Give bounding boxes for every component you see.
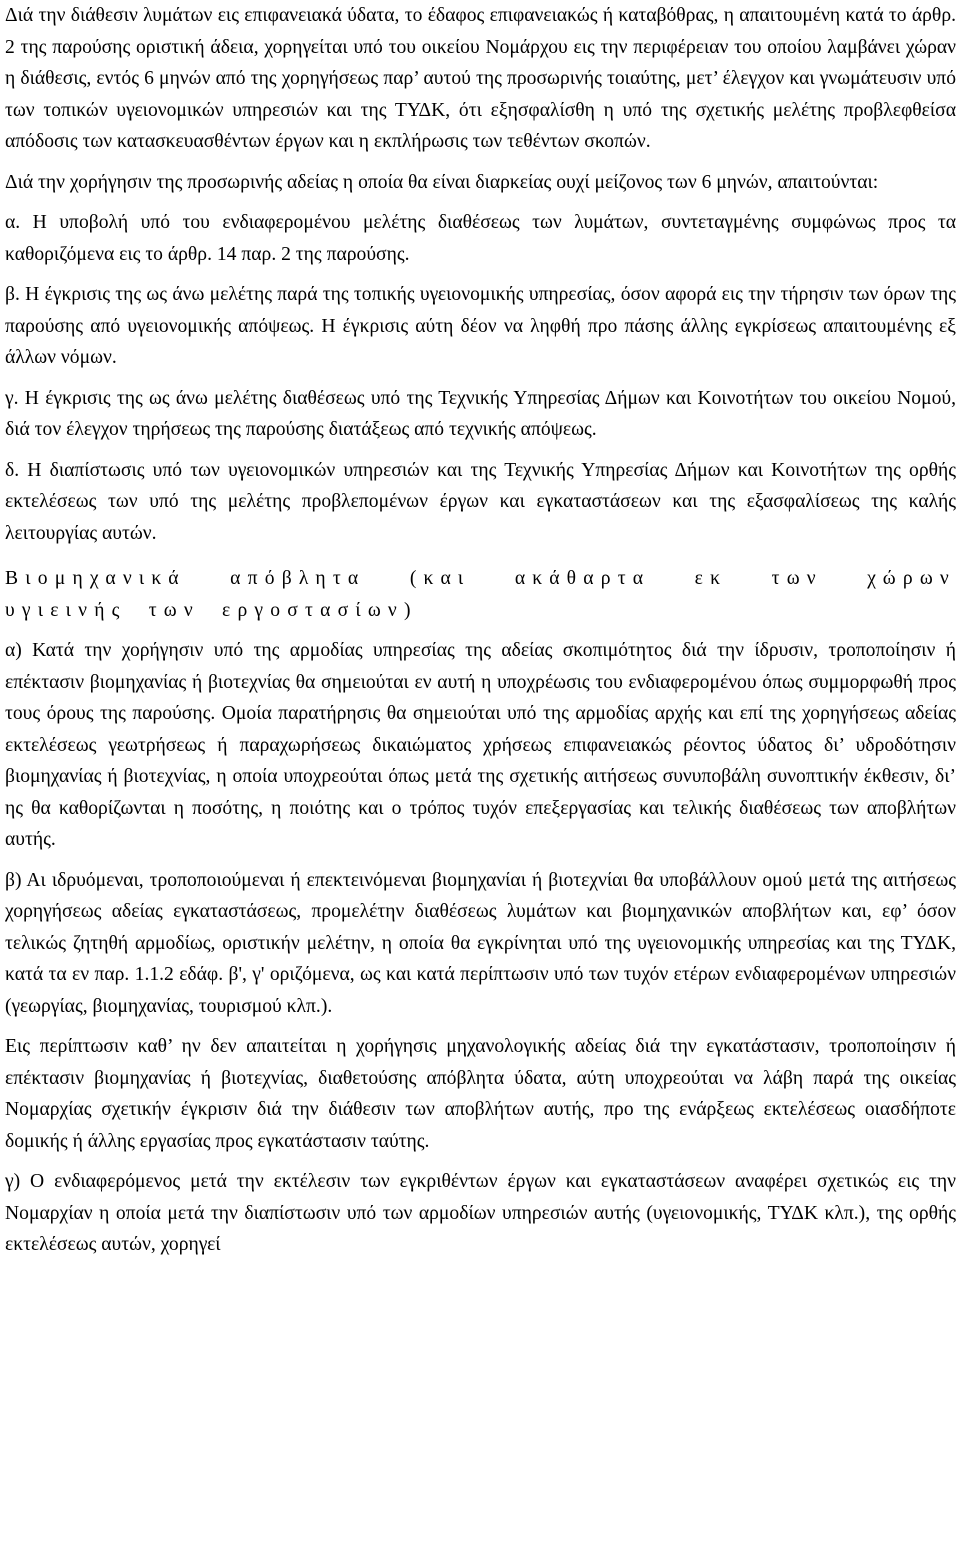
document-page — [5, 0, 956, 1261]
paragraph-item-gamma: γ. Η έγκρισις της ως άνω μελέτης διαθέσεως υπό της Τεχνικής Υπηρεσίας Δήμων και Κοινοτήτων του οικείου Νομού, διά τον έλεγχον τηρήσεως της παρούσης διατάξεως από τεχνικής απόψεως. — [5, 387, 956, 440]
paragraph-item-alpha: α. Η υποβολή υπό του ενδιαφερομένου μελέτης διαθέσεως των λυμάτων, συντεταγμένης συμφώνως προς τα καθοριζόμενα εις το άρθρ. 14 παρ. 2 της παρούσης. — [5, 212, 956, 265]
paragraph-no-mechanical-permit: Εις περίπτωσιν καθ’ ην δεν απαιτείται η χορήγησις μηχανολογικής αδείας διά την εγκατάστασιν, τροποποίησιν ή επέκτασιν βιομηχανίας ή βιοτεχνίας, διαθετούσης απόβλητα ύδατα, αύτη υποχρεούται να λάβη παρά της οικείας Νομαρχίας σχετικήν έγκρισιν διά την διάθεσιν των αποβλήτων αυτής, προ της ενάρξεως εκτελέσεως οιασδήποτε δομικής ή άλλης εργασίας προς εγκατάστασιν ταύτης. — [5, 1036, 956, 1152]
paragraph-final-permit: Διά την διάθεσιν λυμάτων εις επιφανειακά ύδατα, το έδαφος επιφανειακώς ή καταβόθρας, η απαιτουμένη κατά το άρθρ. 2 της παρούσης οριστική άδεια, χορηγείται υπό του οικείου Νομάρχου εις την περιφέρειαν του οποίου λαμβάνει χώραν η διάθεσις, εντός 6 μηνών από της χορηγήσεως παρ’ αυτού της προσωρινής τοιαύτης, μετ’ έλεγχον και γνωμάτευσιν υπό των τοπικών υγειονομικών υπηρεσιών και της ΤΥΔΚ, ότι εξησφαλίσθη η υπό της σχετικής μελέτης προβλεφθείσα απόδοσις των κατασκευασθέντων έργων και η εκπλήρωσις των τεθέντων σκοπών. — [5, 5, 956, 152]
paragraph-item-delta: δ. Η διαπίστωσις υπό των υγειονομικών υπηρεσιών και της Τεχνικής Υπηρεσίας Δήμων και Κοινοτήτων της ορθής εκτελέσεως των υπό της μελέτης προβλεπομένων έργων και εγκαταστάσεων και της εξασφαλίσεως της καλής λειτουργίας αυτών. — [5, 459, 956, 544]
paragraph-temporary-permit-requirements: Διά την χορήγησιν της προσωρινής αδείας η οποία θα είναι διαρκείας ουχί μείζονος των 6 μηνών, απαιτούνται: — [5, 171, 879, 193]
paragraph-industrial-a: α) Κατά την χορήγησιν υπό της αρμοδίας υπηρεσίας της αδείας σκοπιμότητος διά την ίδρυσιν, τροποποίησιν ή επέκτασιν βιομηχανίας ή βιοτεχνίας θα σημειούται εν αυτή η υποχρέωσις του ενδιαφερομένου όπως συμμορφωθή προς τους όρους της παρούσης. Ομοία παρατήρησις θα σημειούται υπό της αρμοδίας αρχής και επί της χορηγήσεως αδείας εκτελέσεως γεωτρήσεως ή παραχωρήσεως δικαιώματος χρήσεως επιφανειακώς ρέοντος ύδατος δι’ υδροδότησιν βιομηχανίας ή βιοτεχνίας, η οποία υποχρεούται όπως μετά της σχετικής αιτήσεως συνυποβάλη συνοπτικήν έκθεσιν, δι’ ης θα καθορίζωνται η ποσότης, η ποιότης και ο τρόπος τυχόν επεξεργασίας και τελικής διαθέσεως των αποβλήτων αυτής. — [5, 640, 956, 850]
section-heading-line2: υγιεινής των εργοστασίων) — [5, 599, 418, 621]
paragraph-industrial-c: γ) Ο ενδιαφερόμενος μετά την εκτέλεσιν των εγκριθέντων έργων και εγκαταστάσεων αναφέρει σχετικώς εις την Νομαρχίαν η οποία μετά την διαπίστωσιν υπό των αρμοδίων υπηρεσιών αυτής (υγειονομικής, ΤΥΔΚ κλπ.), της ορθής εκτελέσεως αυτών, χορηγεί — [5, 1171, 956, 1255]
paragraph-industrial-b: β) Αι ιδρυόμεναι, τροποποιούμεναι ή επεκτεινόμεναι βιομηχανίαι ή βιοτεχνίαι θα υποβάλλουν ομού μετά της αιτήσεως χορηγήσεως αδείας εγκαταστάσεως, προμελέτην διαθέσεως λυμάτων και βιομηχανικών αποβλήτων και, εφ’ όσον τελικώς ζητηθή αρμοδίως, οριστικήν μελέτην, η οποία θα εγκρίνηται υπό της υγειονομικής υπηρεσίας και της ΤΥΔΚ, κατά τα εν παρ. 1.1.2 εδάφ. β', γ' οριζόμενα, ως και κατά περίπτωσιν υπό των τυχόν ετέρων ενδιαφερομένων υπηρεσιών (γεωργίας, βιομηχανίας, τουρισμού κλπ.). — [5, 869, 956, 1017]
section-heading-line1: Βιομηχανικά απόβλητα (και ακάθαρτα εκ των χώρων — [5, 568, 956, 589]
paragraph-item-beta: β. Η έγκρισις της ως άνω μελέτης παρά της τοπικής υγειονομικής υπηρεσίας, όσον αφορά εις την τήρησιν των όρων της παρούσης από υγειονομικής απόψεως. Η έγκρισις αύτη δέον να ληφθή προ πάσης άλλης εγκρίσεως απαιτουμένης εξ άλλων νόμων. — [5, 284, 956, 368]
